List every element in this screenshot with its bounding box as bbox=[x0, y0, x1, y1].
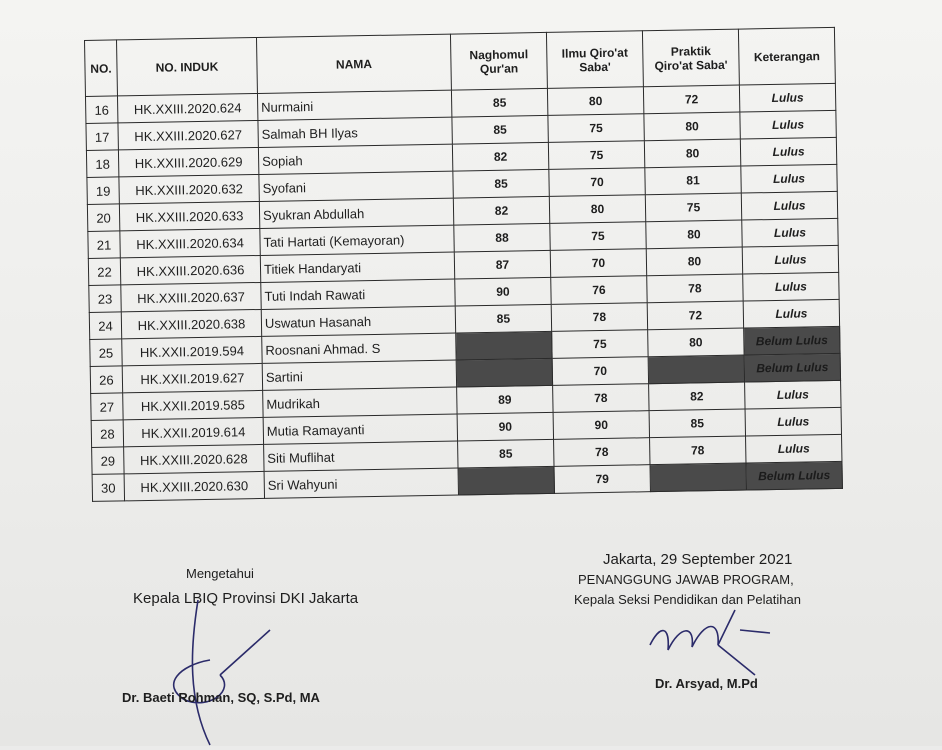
row-praktik: 78 bbox=[647, 274, 743, 303]
header-ilmu-line1: Ilmu Qiro'at bbox=[561, 45, 629, 61]
row-number: 28 bbox=[91, 420, 123, 448]
row-naghomul: 88 bbox=[454, 223, 550, 252]
row-praktik: 81 bbox=[645, 166, 741, 195]
row-nama: Salmah BH Ilyas bbox=[258, 117, 452, 147]
row-number: 25 bbox=[90, 339, 122, 367]
row-ilmu: 75 bbox=[548, 114, 644, 143]
row-keterangan: Lulus bbox=[740, 110, 836, 139]
row-praktik: 80 bbox=[644, 112, 740, 141]
row-no-induk: HK.XXII.2019.594 bbox=[122, 336, 262, 365]
row-number: 30 bbox=[92, 474, 124, 502]
header-ilmu-line2: Saba' bbox=[579, 59, 611, 74]
row-nama: Mudrikah bbox=[263, 387, 457, 417]
row-keterangan: Lulus bbox=[740, 137, 836, 166]
header-no-induk: NO. INDUK bbox=[117, 37, 258, 95]
header-nama: NAMA bbox=[256, 34, 451, 93]
row-ilmu: 70 bbox=[549, 168, 645, 197]
row-keterangan: Lulus bbox=[745, 407, 841, 436]
row-praktik: 80 bbox=[648, 328, 744, 357]
row-number: 18 bbox=[86, 150, 118, 178]
header-naghomul-line2: Qur'an bbox=[479, 60, 519, 76]
row-no-induk: HK.XXIII.2020.632 bbox=[119, 174, 259, 203]
row-ilmu: 75 bbox=[550, 222, 646, 251]
row-keterangan: Lulus bbox=[741, 164, 837, 193]
row-ilmu: 78 bbox=[551, 303, 647, 332]
row-number: 20 bbox=[87, 204, 119, 232]
row-nama: Nurmaini bbox=[257, 90, 451, 120]
row-number: 23 bbox=[89, 285, 121, 313]
row-praktik: 80 bbox=[644, 139, 740, 168]
row-keterangan: Belum Lulus bbox=[746, 461, 842, 490]
row-praktik: 72 bbox=[647, 301, 743, 330]
right-signer-office: Kepala Seksi Pendidikan dan Pelatihan bbox=[574, 592, 801, 607]
row-nama: Sartini bbox=[262, 360, 456, 390]
row-nama: Mutia Ramayanti bbox=[263, 414, 457, 444]
row-naghomul: 89 bbox=[457, 385, 553, 414]
row-keterangan: Lulus bbox=[739, 83, 835, 112]
row-ilmu: 70 bbox=[550, 249, 646, 278]
row-number: 16 bbox=[85, 96, 117, 124]
header-ilmu bbox=[546, 31, 643, 89]
row-no-induk: HK.XXIII.2020.628 bbox=[124, 444, 264, 473]
header-praktik-line2: Qiro'at Saba' bbox=[654, 57, 728, 73]
row-nama: Syukran Abdullah bbox=[259, 198, 453, 228]
left-signer-title: Kepala LBIQ Provinsi DKI Jakarta bbox=[133, 590, 359, 607]
header-praktik-line1: Praktik bbox=[670, 43, 711, 59]
row-nama: Sri Wahyuni bbox=[264, 468, 458, 498]
row-keterangan: Belum Lulus bbox=[744, 353, 840, 382]
row-ilmu: 80 bbox=[547, 87, 643, 116]
row-praktik: 85 bbox=[649, 409, 745, 438]
row-naghomul: 85 bbox=[455, 304, 551, 333]
row-praktik: 82 bbox=[649, 382, 745, 411]
row-number: 27 bbox=[91, 393, 123, 421]
row-naghomul: 87 bbox=[454, 250, 550, 279]
row-keterangan: Lulus bbox=[745, 380, 841, 409]
row-no-induk: HK.XXIII.2020.630 bbox=[124, 471, 264, 500]
row-nama: Tati Hartati (Kemayoran) bbox=[260, 225, 454, 255]
right-signer-role: PENANGGUNG JAWAB PROGRAM, bbox=[578, 572, 794, 587]
place-date: Jakarta, 29 September 2021 bbox=[603, 551, 793, 568]
row-no-induk: HK.XXIII.2020.627 bbox=[118, 120, 258, 149]
row-number: 17 bbox=[86, 123, 118, 151]
row-naghomul: 85 bbox=[452, 115, 548, 144]
row-praktik: 78 bbox=[650, 436, 746, 465]
row-number: 29 bbox=[92, 447, 124, 475]
row-ilmu: 78 bbox=[554, 438, 650, 467]
row-no-induk: HK.XXIII.2020.637 bbox=[121, 282, 261, 311]
row-number: 22 bbox=[88, 258, 120, 286]
row-keterangan: Lulus bbox=[742, 245, 838, 274]
row-no-induk: HK.XXII.2019.627 bbox=[122, 363, 262, 392]
row-number: 26 bbox=[90, 366, 122, 394]
row-no-induk: HK.XXII.2019.585 bbox=[123, 390, 263, 419]
row-keterangan: Lulus bbox=[741, 191, 837, 220]
row-no-induk: HK.XXIII.2020.634 bbox=[120, 228, 260, 257]
row-no-induk: HK.XXIII.2020.636 bbox=[120, 255, 260, 284]
left-signature-icon bbox=[150, 590, 290, 750]
row-naghomul: 90 bbox=[455, 277, 551, 306]
row-number: 21 bbox=[88, 231, 120, 259]
row-praktik: 72 bbox=[643, 85, 739, 114]
row-praktik bbox=[650, 463, 746, 492]
row-keterangan: Lulus bbox=[746, 434, 842, 463]
row-nama: Syofani bbox=[259, 171, 453, 201]
row-praktik: 75 bbox=[645, 193, 741, 222]
header-keterangan: Keterangan bbox=[738, 27, 835, 85]
row-naghomul: 82 bbox=[453, 196, 549, 225]
row-naghomul: 85 bbox=[458, 439, 554, 468]
row-naghomul bbox=[456, 331, 552, 360]
row-naghomul bbox=[456, 358, 552, 387]
row-naghomul: 85 bbox=[453, 169, 549, 198]
row-no-induk: HK.XXII.2019.614 bbox=[123, 417, 263, 446]
row-naghomul bbox=[458, 466, 554, 495]
row-ilmu: 80 bbox=[549, 195, 645, 224]
row-ilmu: 78 bbox=[553, 384, 649, 413]
left-signer-name: Dr. Baeti Rohman, SQ, S.Pd, MA bbox=[122, 690, 320, 705]
row-nama: Sopiah bbox=[258, 144, 452, 174]
right-signer-name: Dr. Arsyad, M.Pd bbox=[655, 676, 758, 691]
row-nama: Titiek Handaryati bbox=[260, 252, 454, 282]
row-naghomul: 90 bbox=[457, 412, 553, 441]
row-number: 24 bbox=[89, 312, 121, 340]
row-naghomul: 82 bbox=[452, 142, 548, 171]
row-praktik: 80 bbox=[646, 247, 742, 276]
row-ilmu: 90 bbox=[553, 411, 649, 440]
row-nama: Siti Muflihat bbox=[264, 441, 458, 471]
header-no: NO. bbox=[85, 40, 118, 97]
row-keterangan: Lulus bbox=[743, 299, 839, 328]
row-ilmu: 79 bbox=[554, 465, 650, 494]
header-naghomul-line1: Naghomul bbox=[469, 46, 529, 62]
row-ilmu: 70 bbox=[552, 357, 648, 386]
row-no-induk: HK.XXIII.2020.624 bbox=[117, 93, 257, 122]
row-ilmu: 75 bbox=[548, 141, 644, 170]
row-no-induk: HK.XXIII.2020.638 bbox=[121, 309, 261, 338]
row-keterangan: Lulus bbox=[743, 272, 839, 301]
header-naghomul bbox=[450, 32, 547, 90]
row-praktik bbox=[648, 355, 744, 384]
mengetahui-label: Mengetahui bbox=[186, 566, 254, 581]
row-no-induk: HK.XXIII.2020.629 bbox=[118, 147, 258, 176]
row-ilmu: 75 bbox=[552, 330, 648, 359]
row-naghomul: 85 bbox=[451, 88, 547, 117]
row-ilmu: 76 bbox=[551, 276, 647, 305]
table-body bbox=[85, 83, 842, 501]
row-no-induk: HK.XXIII.2020.633 bbox=[119, 201, 259, 230]
row-keterangan: Lulus bbox=[742, 218, 838, 247]
row-nama: Uswatun Hasanah bbox=[261, 306, 455, 336]
row-nama: Tuti Indah Rawati bbox=[261, 279, 455, 309]
row-keterangan: Belum Lulus bbox=[744, 326, 840, 355]
row-number: 19 bbox=[87, 177, 119, 205]
grades-table bbox=[84, 27, 843, 502]
row-nama: Roosnani Ahmad. S bbox=[262, 333, 456, 363]
row-praktik: 80 bbox=[646, 220, 742, 249]
header-praktik bbox=[642, 29, 739, 87]
